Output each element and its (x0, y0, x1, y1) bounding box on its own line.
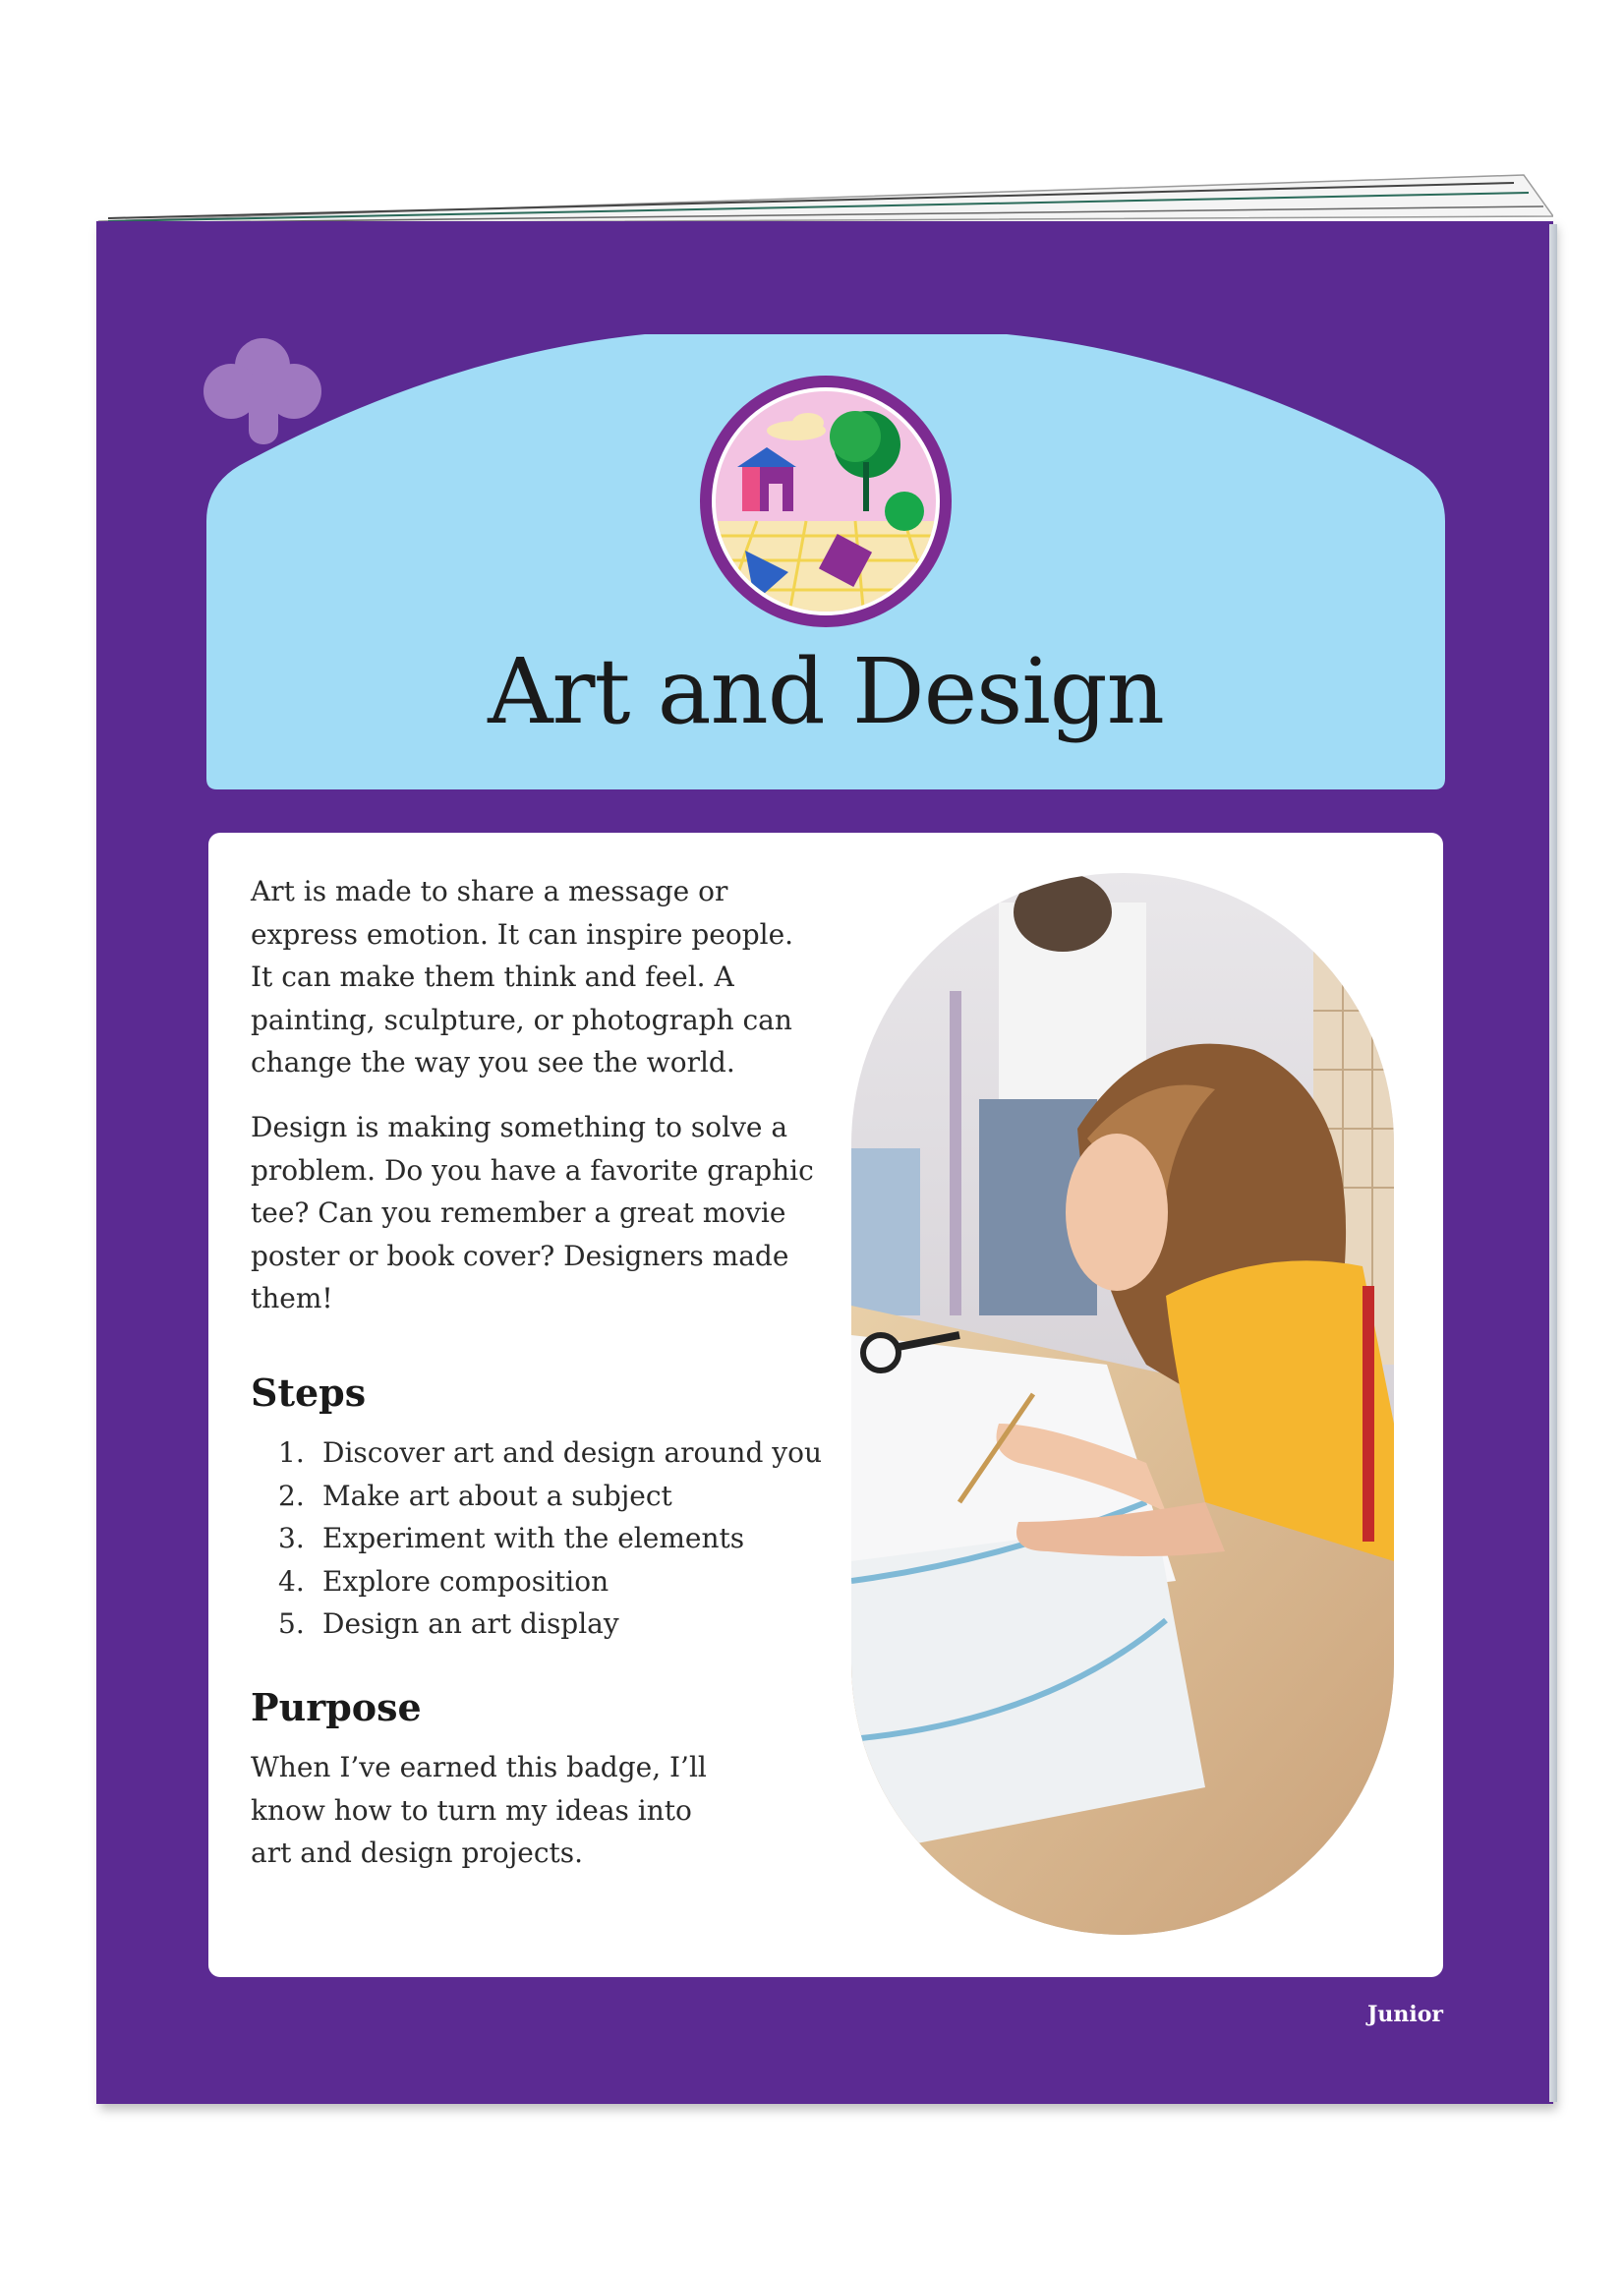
page-title: Art and Design (488, 639, 1164, 744)
step-number: 4. (278, 1564, 305, 1598)
level-label: Junior (1366, 2002, 1443, 2027)
step-number: 2. (278, 1479, 305, 1512)
step-label: Experiment with the elements (322, 1522, 745, 1554)
list-item (278, 1603, 822, 1646)
student-drawing-photo (851, 873, 1394, 1935)
intro-paragraph-design: Design is making something to solve a problem. Do you have a favorite graphic tee? Can you remember a great movie poster or book cover? Designers made them! (251, 1111, 814, 1314)
step-number: 3. (278, 1522, 305, 1554)
step-label: Discover art and design around you (322, 1436, 822, 1469)
purpose-heading: Purpose (251, 1685, 422, 1729)
booklet-page-edges (98, 167, 1553, 226)
step-number: 1. (278, 1436, 305, 1469)
list-item (278, 1475, 822, 1518)
cover-edge (1549, 224, 1557, 2102)
list-item (278, 1431, 822, 1475)
step-label: Explore composition (322, 1564, 609, 1598)
steps-list (278, 1431, 822, 1646)
purpose-text: When I’ve earned this badge, I’ll know how to turn my ideas into art and design projects. (251, 1751, 707, 1869)
list-item (278, 1560, 822, 1603)
badge-icon (698, 374, 954, 629)
step-number: 5. (278, 1607, 305, 1640)
intro-paragraph-art: Art is made to share a message or express emotion. It can inspire people. It can make them think and feel. A painting, sculpture, or photograph can change the way you see the world. (251, 875, 794, 1079)
steps-heading: Steps (251, 1370, 367, 1415)
step-label: Make art about a subject (322, 1479, 672, 1512)
step-label: Design an art display (322, 1607, 619, 1640)
list-item (278, 1517, 822, 1560)
